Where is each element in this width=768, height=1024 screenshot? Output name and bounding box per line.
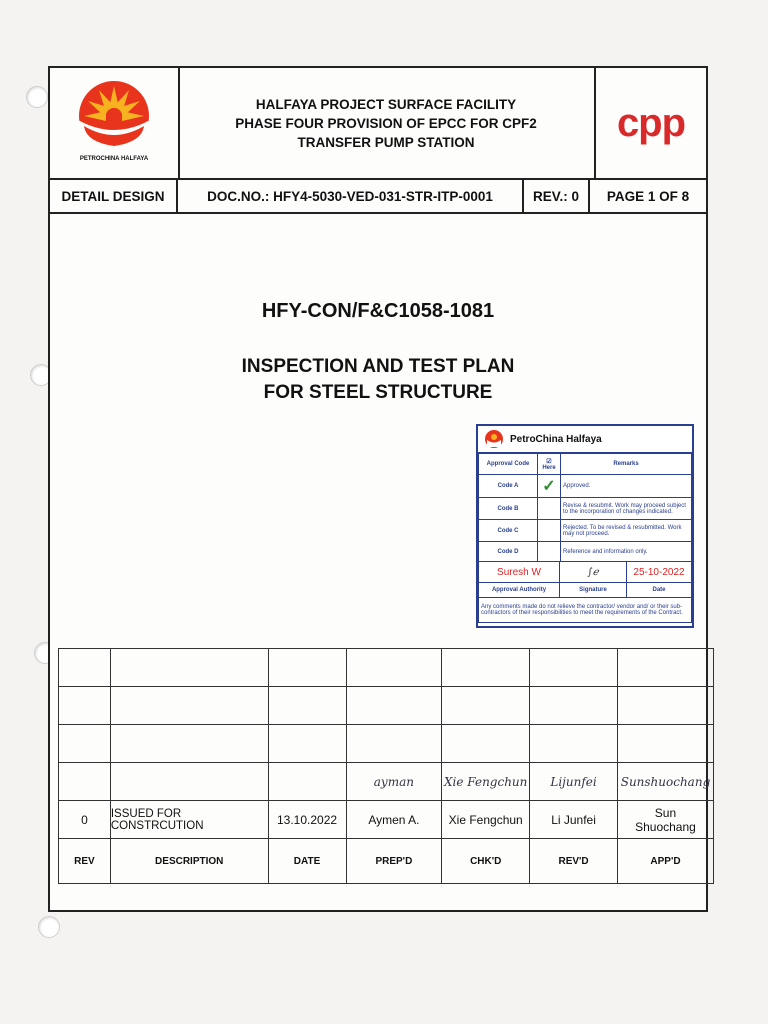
title-line-3: TRANSFER PUMP STATION (297, 134, 475, 150)
label-description: DESCRIPTION (110, 839, 268, 884)
punch-hole-4 (38, 916, 60, 938)
revd-cell: Li Junfei (530, 801, 618, 839)
stamp-col-remarks: Remarks (561, 454, 692, 475)
header-info-row (50, 180, 706, 214)
stamp-check-cell (538, 520, 561, 542)
stamp-remark: Approved. (561, 475, 692, 498)
document-title (50, 354, 706, 406)
company-logo-cell (50, 68, 180, 178)
design-stage: DETAIL DESIGN (50, 180, 178, 212)
document-reference: HFY-CON/F&C1058-1081 (261, 300, 495, 322)
stamp-code: Code C (479, 520, 538, 542)
document-title-line-2: FOR STEEL STRUCTURE (263, 382, 493, 403)
approval-stamp (476, 424, 694, 628)
stamp-label-signature: Signature (560, 583, 627, 598)
stamp-date: 25-10-2022 (627, 562, 692, 583)
label-date: DATE (268, 839, 346, 884)
petrochina-small-logo-icon (484, 429, 504, 449)
stamp-footnote: Any comments made do not relieve the contractor/ vendor and/ or their sub-contractors of their responsibilities to meet the requirements of the Contract. (479, 598, 692, 623)
title-line-2: PHASE FOUR PROVISION OF EPCC FOR CPF2 (235, 115, 537, 131)
document-sheet (48, 66, 711, 912)
checkmark-icon: ✓ (542, 478, 556, 495)
header-top-row (50, 68, 706, 180)
label-row (59, 839, 714, 884)
stamp-code: Code A (479, 475, 538, 498)
stamp-col-here: ☑ Here (538, 454, 561, 475)
stamp-remark: Revise & resubmit. Work may proceed subject to the incorporation of changes indicated. (561, 498, 692, 520)
revision-row (59, 801, 714, 839)
description-cell: ISSUED FOR CONSTRCUTION (110, 801, 268, 839)
document-number: DOC.NO.: HFY4-5030-VED-031-STR-ITP-0001 (178, 180, 524, 212)
label-revd: REV'D (530, 839, 618, 884)
signature-icon: ∫ℯ (587, 566, 599, 578)
revision-number: REV.: 0 (524, 180, 590, 212)
cpp-logo: cpp (616, 100, 686, 145)
label-prep: PREP'D (346, 839, 442, 884)
title-line-1: HALFAYA PROJECT SURFACE FACILITY (255, 96, 517, 112)
label-chk: CHK'D (442, 839, 530, 884)
rev-signature: Lijunfei (530, 763, 618, 801)
stamp-signoff-table (478, 561, 692, 623)
stamp-col-code: Approval Code (479, 454, 538, 475)
document-title-line-1: INSPECTION AND TEST PLAN (241, 356, 515, 377)
chk-cell: Xie Fengchun (442, 801, 530, 839)
stamp-remark: Reference and information only. (561, 542, 692, 562)
contractor-logo-cell (596, 68, 706, 178)
stamp-label-date: Date (627, 583, 692, 598)
table-row (59, 687, 714, 725)
stamp-header (478, 426, 692, 453)
prep-signature: ayman (346, 763, 442, 801)
stamp-table (478, 453, 692, 562)
stamp-code: Code B (479, 498, 538, 520)
stamp-signature (560, 562, 627, 583)
stamp-check-cell (538, 475, 561, 498)
prep-cell: Aymen A. (346, 801, 442, 839)
stamp-check-cell (538, 542, 561, 562)
stamp-remark: Rejected. To be revised & resubmitted. Work may not proceed. (561, 520, 692, 542)
table-row (59, 649, 714, 687)
signature-row (59, 763, 714, 801)
label-rev: REV (59, 839, 111, 884)
punch-hole-1 (26, 86, 48, 108)
revision-table (58, 648, 714, 884)
chk-signature: Xie Fengchun (442, 763, 530, 801)
app-cell: Sun Shuochang (617, 801, 713, 839)
page-indicator: PAGE 1 OF 8 (606, 188, 690, 204)
stamp-label-authority: Approval Authority (479, 583, 560, 598)
company-name: PETROCHINA HALFAYA (79, 156, 149, 162)
label-app: APP'D (617, 839, 713, 884)
table-row (59, 725, 714, 763)
stamp-authority-name: Suresh W (479, 562, 560, 583)
project-title (178, 68, 596, 178)
date-cell: 13.10.2022 (268, 801, 346, 839)
stamp-check-cell (538, 498, 561, 520)
stamp-company: PetroChina Halfaya (510, 433, 602, 445)
app-signature: Sunshuochang (617, 763, 713, 801)
rev-cell: 0 (59, 801, 111, 839)
stamp-code: Code D (479, 542, 538, 562)
